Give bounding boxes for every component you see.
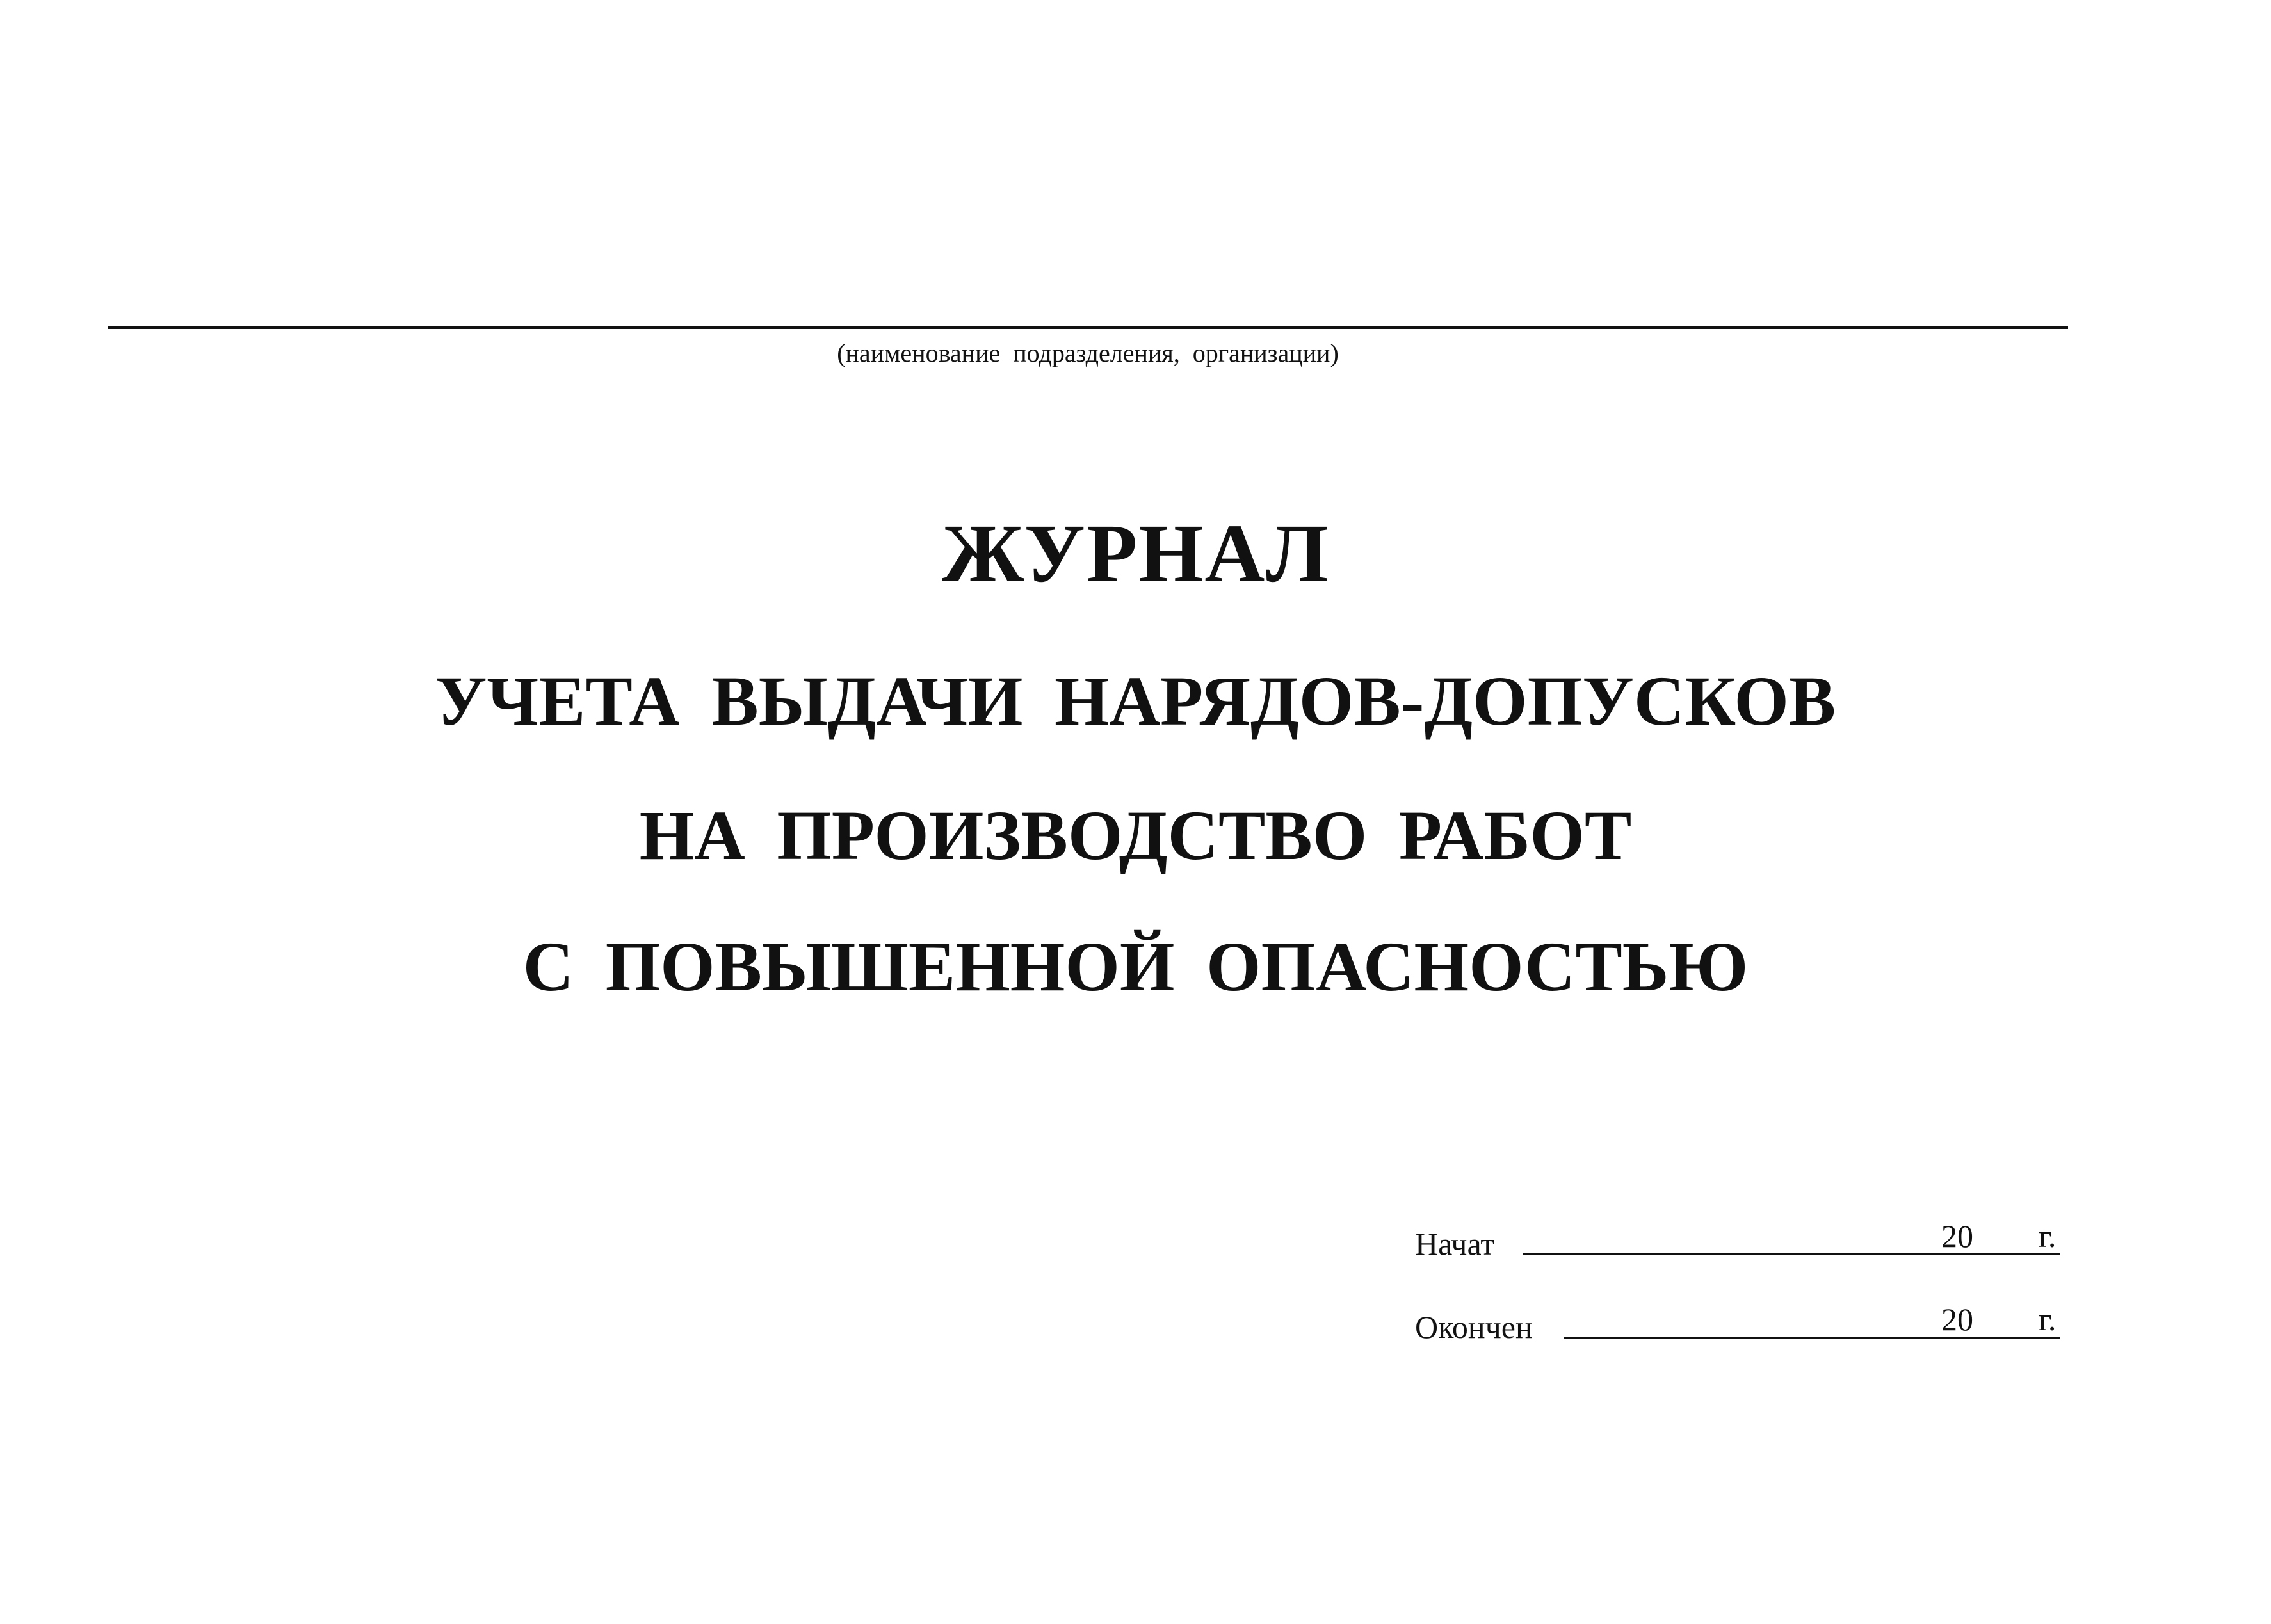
start-year-prefix: 20: [1941, 1218, 1973, 1254]
end-year-prefix: 20: [1941, 1301, 1973, 1337]
end-year-suffix: г.: [2039, 1301, 2057, 1337]
start-date-label: Начат: [1415, 1226, 1495, 1262]
journal-subtitle-line-1: УЧЕТА ВЫДАЧИ НАРЯДОВ-ДОПУСКОВ: [435, 662, 1836, 740]
end-year-blank: [1989, 1337, 2025, 1339]
journal-subtitle-line-2: НА ПРОИЗВОДСТВО РАБОТ: [639, 796, 1632, 874]
end-date-blank: [1564, 1337, 2060, 1339]
start-year-suffix: г.: [2039, 1218, 2057, 1254]
organization-name-caption: (наименование подразделения, организации): [837, 339, 1339, 367]
journal-title: ЖУРНАЛ: [941, 508, 1330, 600]
start-year-blank: [1989, 1253, 2025, 1255]
start-date-row: [1415, 1216, 2068, 1261]
end-date-label: Окончен: [1415, 1309, 1533, 1345]
end-date-row: [1415, 1299, 2068, 1344]
start-date-blank: [1523, 1253, 2060, 1255]
journal-subtitle-line-3: С ПОВЫШЕННОЙ ОПАСНОСТЬЮ: [522, 928, 1749, 1006]
organization-name-line: [108, 326, 2068, 329]
